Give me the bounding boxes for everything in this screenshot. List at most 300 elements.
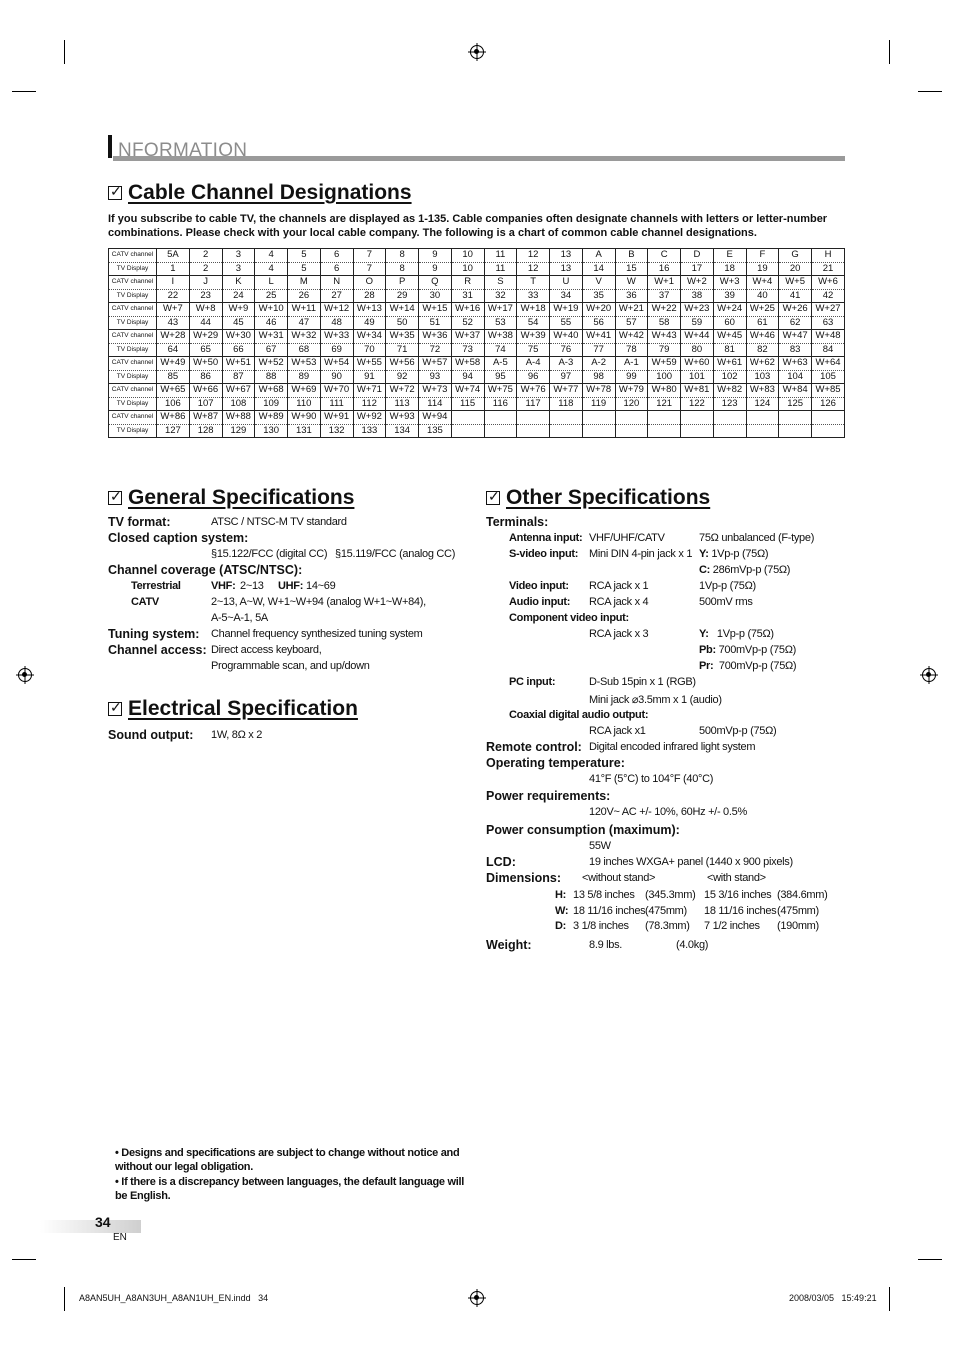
tv-display-cell: 2 xyxy=(189,262,222,276)
tv-display-cell: 130 xyxy=(255,424,288,438)
tv-display-cell: 90 xyxy=(320,370,353,384)
tv-display-cell: 108 xyxy=(222,397,255,411)
caption-label: Closed caption system: xyxy=(108,531,249,545)
tv-display-label: TV Display xyxy=(109,370,157,384)
caption-value: §15.122/FCC (digital CC) xyxy=(211,548,328,560)
catv-channel-cell: 7 xyxy=(353,249,386,263)
tv-display-cell: 92 xyxy=(386,370,419,384)
tv-display-cell: 82 xyxy=(746,343,779,357)
catv-channel-cell: W+65 xyxy=(157,384,190,398)
catv-channel-cell xyxy=(812,411,845,425)
catv-channel-cell: W+62 xyxy=(746,357,779,371)
catv-channel-cell: W+73 xyxy=(419,384,452,398)
catv-channel-row xyxy=(109,303,845,317)
tv-display-cell: 54 xyxy=(517,316,550,330)
tv-display-row xyxy=(109,397,845,411)
catv-channel-cell xyxy=(746,411,779,425)
catv-channel-cell: W+68 xyxy=(255,384,288,398)
tv-display-cell: 131 xyxy=(288,424,321,438)
tv-display-cell: 94 xyxy=(451,370,484,384)
tv-display-cell: 3 xyxy=(222,262,255,276)
tv-display-cell: 62 xyxy=(779,316,812,330)
catv-channel-cell: W+21 xyxy=(615,303,648,317)
tv-display-cell: 20 xyxy=(779,262,812,276)
component-conn: RCA jack x 3 xyxy=(589,628,649,640)
with-stand-header: <with stand> xyxy=(707,872,766,884)
video-spec: 1Vp-p (75Ω) xyxy=(699,580,756,592)
tv-display-cell: 74 xyxy=(484,343,517,357)
tv-display-cell: 135 xyxy=(419,424,452,438)
catv-channel-cell: W+60 xyxy=(681,357,714,371)
tv-display-row xyxy=(109,262,845,276)
catv-channel-cell: W+20 xyxy=(582,303,615,317)
catv-channel-cell: C xyxy=(648,249,681,263)
video-conn: RCA jack x 1 xyxy=(589,580,649,592)
tv-display-cell: 19 xyxy=(746,262,779,276)
temp-label: Operating temperature: xyxy=(486,756,625,770)
catv-channel-cell: W+10 xyxy=(255,303,288,317)
catv-channel-cell: J xyxy=(189,276,222,290)
tv-display-cell: 12 xyxy=(517,262,550,276)
catv-channel-cell: W+48 xyxy=(812,330,845,344)
tv-display-cell: 11 xyxy=(484,262,517,276)
catv-channel-cell: W+26 xyxy=(779,303,812,317)
tv-display-cell: 23 xyxy=(189,289,222,303)
catv-channel-cell: 10 xyxy=(451,249,484,263)
tv-display-cell: 113 xyxy=(386,397,419,411)
catv-channel-label: CATV channel xyxy=(109,276,157,290)
tv-display-cell: 83 xyxy=(779,343,812,357)
catv-channel-cell: W+22 xyxy=(648,303,681,317)
dim-d-mm: (78.3mm) xyxy=(645,920,690,932)
tv-display-cell: 17 xyxy=(681,262,714,276)
catv-channel-cell: W+71 xyxy=(353,384,386,398)
dim-h-in: 13 5/8 inches xyxy=(573,889,635,901)
catv-channel-cell: W+11 xyxy=(288,303,321,317)
tv-display-cell: 127 xyxy=(157,424,190,438)
cable-intro-text: If you subscribe to cable TV, the channels are displayed as 1-135. Cable companies often designate channels with letters or letter-number combinations. Please check with your local cable company. The following is a chart of common cable channel designations. xyxy=(108,213,828,239)
catv-channel-cell: W+45 xyxy=(713,330,746,344)
tv-display-cell: 72 xyxy=(419,343,452,357)
pc-conn: D-Sub 15pin x 1 (RGB) xyxy=(589,676,696,688)
catv-channel-cell: 11 xyxy=(484,249,517,263)
vhf-label: VHF: xyxy=(211,580,236,592)
catv-channel-cell: W+5 xyxy=(779,276,812,290)
catv-channel-cell: A-3 xyxy=(550,357,583,371)
other-section-title: ✓Other Specifications xyxy=(486,486,710,510)
catv-channel-cell: U xyxy=(550,276,583,290)
header-initial-bar xyxy=(108,135,112,158)
catv-channel-cell: V xyxy=(582,276,615,290)
tv-display-cell: 114 xyxy=(419,397,452,411)
tv-display-cell: 99 xyxy=(615,370,648,384)
catv-channel-cell: W+74 xyxy=(451,384,484,398)
dim-w-in-stand: 18 11/16 inches xyxy=(704,905,777,917)
catv-channel-cell xyxy=(681,411,714,425)
tv-display-cell: 86 xyxy=(189,370,222,384)
dim-w-in: 18 11/16 inches xyxy=(573,905,646,917)
dimensions-label: Dimensions: xyxy=(486,871,562,885)
tv-display-cell xyxy=(550,424,583,438)
coax-spec: 500mVp-p (75Ω) xyxy=(699,725,777,737)
tv-display-cell xyxy=(779,424,812,438)
power-value: 120V~ AC +/- 10%, 60Hz +/- 0.5% xyxy=(589,806,747,818)
catv-channel-cell: W+32 xyxy=(288,330,321,344)
tv-display-cell: 89 xyxy=(288,370,321,384)
tv-format-value: ATSC / NTSC-M TV standard xyxy=(211,516,347,528)
catv-channel-cell: W+75 xyxy=(484,384,517,398)
catv-channel-cell: W+14 xyxy=(386,303,419,317)
tv-display-cell: 9 xyxy=(419,262,452,276)
tv-display-cell: 78 xyxy=(615,343,648,357)
catv-channel-cell: 4 xyxy=(255,249,288,263)
catv-channel-cell: W+36 xyxy=(419,330,452,344)
tv-display-cell xyxy=(746,424,779,438)
uhf-value: 14~69 xyxy=(306,580,336,592)
audio-conn: RCA jack x 4 xyxy=(589,596,649,608)
catv-channel-cell: 12 xyxy=(517,249,550,263)
footer-file-info: A8AN5UH_A8AN3UH_A8AN1UH_EN.indd 34 xyxy=(79,1293,269,1303)
weight-lbs: 8.9 lbs. xyxy=(589,939,623,951)
crop-mark xyxy=(889,1287,890,1311)
access-value: Direct access keyboard, xyxy=(211,644,322,656)
catv-channel-cell: W+85 xyxy=(812,384,845,398)
catv-channel-cell: W+51 xyxy=(222,357,255,371)
tv-display-cell: 98 xyxy=(582,370,615,384)
dim-d-label: D: xyxy=(555,920,567,932)
tv-display-cell: 81 xyxy=(713,343,746,357)
catv-channel-cell: W+61 xyxy=(713,357,746,371)
crop-mark xyxy=(12,91,36,92)
tv-display-cell: 13 xyxy=(550,262,583,276)
catv-channel-cell: A-4 xyxy=(517,357,550,371)
catv-channel-cell: W+4 xyxy=(746,276,779,290)
catv-channel-cell: W+31 xyxy=(255,330,288,344)
terrestrial-label: Terrestrial xyxy=(131,580,181,592)
tv-display-cell: 53 xyxy=(484,316,517,330)
weight-kg: (4.0kg) xyxy=(676,939,709,951)
catv-channel-cell: W+39 xyxy=(517,330,550,344)
general-section-title: ✓General Specifications xyxy=(108,486,354,510)
catv-channel-cell: W+17 xyxy=(484,303,517,317)
catv-channel-cell: M xyxy=(288,276,321,290)
catv-channel-cell xyxy=(648,411,681,425)
tv-display-cell: 69 xyxy=(320,343,353,357)
tv-display-cell: 75 xyxy=(517,343,550,357)
tv-display-cell: 119 xyxy=(582,397,615,411)
catv-channel-cell: W+56 xyxy=(386,357,419,371)
checkbox-icon xyxy=(108,702,122,716)
caption-value: §15.119/FCC (analog CC) xyxy=(335,548,456,560)
catv-channel-cell: G xyxy=(779,249,812,263)
tv-display-cell: 115 xyxy=(451,397,484,411)
catv-channel-cell: 5A xyxy=(157,249,190,263)
tv-display-cell: 35 xyxy=(582,289,615,303)
catv-channel-label: CATV channel xyxy=(109,384,157,398)
catv-channel-row xyxy=(109,357,845,371)
catv-channel-cell: A-5 xyxy=(484,357,517,371)
tv-display-cell xyxy=(681,424,714,438)
catv-channel-cell: 2 xyxy=(189,249,222,263)
tv-display-cell: 120 xyxy=(615,397,648,411)
catv-channel-cell: I xyxy=(157,276,190,290)
lcd-value: 19 inches WXGA+ panel (1440 x 900 pixels) xyxy=(589,856,793,868)
tv-display-cell: 6 xyxy=(320,262,353,276)
tv-display-cell: 48 xyxy=(320,316,353,330)
tv-display-cell: 97 xyxy=(550,370,583,384)
tv-display-cell: 85 xyxy=(157,370,190,384)
catv-channel-cell xyxy=(713,411,746,425)
tv-display-row xyxy=(109,424,845,438)
coax-conn: RCA jack x1 xyxy=(589,725,646,737)
pc-conn: Mini jack ⌀3.5mm x 1 (audio) xyxy=(589,694,722,706)
catv-channel-cell: W+53 xyxy=(288,357,321,371)
dim-w-mm: (475mm) xyxy=(645,905,687,917)
catv-channel-cell: W+89 xyxy=(255,411,288,425)
tv-display-cell: 124 xyxy=(746,397,779,411)
catv-channel-cell: W+80 xyxy=(648,384,681,398)
catv-channel-cell: W+76 xyxy=(517,384,550,398)
catv-channel-cell: B xyxy=(615,249,648,263)
catv-channel-cell: T xyxy=(517,276,550,290)
electrical-section-title: ✓Electrical Specification xyxy=(108,697,358,721)
catv-channel-cell: W+1 xyxy=(648,276,681,290)
tv-display-cell: 104 xyxy=(779,370,812,384)
catv-channel-cell: W+37 xyxy=(451,330,484,344)
catv-channel-cell: A xyxy=(582,249,615,263)
catv-channel-cell: W+92 xyxy=(353,411,386,425)
tv-display-cell: 58 xyxy=(648,316,681,330)
page-number: 34 xyxy=(95,1214,111,1230)
tv-display-cell: 25 xyxy=(255,289,288,303)
catv-channel-cell: A-2 xyxy=(582,357,615,371)
catv-channel-cell: W+59 xyxy=(648,357,681,371)
audio-spec: 500mV rms xyxy=(699,596,753,608)
catv-channel-cell: L xyxy=(255,276,288,290)
component-label: Component video input: xyxy=(509,612,629,624)
catv-channel-label: CATV channel xyxy=(109,303,157,317)
crop-mark xyxy=(918,91,942,92)
catv-channel-cell: O xyxy=(353,276,386,290)
catv-channel-cell: W+81 xyxy=(681,384,714,398)
consumption-label: Power consumption (maximum): xyxy=(486,823,680,837)
catv-channel-cell: W+57 xyxy=(419,357,452,371)
consumption-value: 55W xyxy=(589,840,611,852)
tv-display-cell xyxy=(582,424,615,438)
tv-display-cell: 39 xyxy=(713,289,746,303)
catv-channel-cell: 13 xyxy=(550,249,583,263)
access-value: Programmable scan, and up/down xyxy=(211,660,370,672)
dim-h-mm: (345.3mm) xyxy=(645,889,696,901)
catv-channel-cell: W+72 xyxy=(386,384,419,398)
catv-channel-cell: 8 xyxy=(386,249,419,263)
catv-channel-cell: W+41 xyxy=(582,330,615,344)
catv-channel-cell: W+25 xyxy=(746,303,779,317)
tv-display-cell: 14 xyxy=(582,262,615,276)
tv-display-cell: 22 xyxy=(157,289,190,303)
tv-display-cell: 51 xyxy=(419,316,452,330)
crop-mark xyxy=(889,40,890,64)
catv-channel-cell: F xyxy=(746,249,779,263)
checkbox-icon xyxy=(108,186,122,200)
catv-channel-cell: W+30 xyxy=(222,330,255,344)
tv-display-cell: 96 xyxy=(517,370,550,384)
catv-channel-cell: W+77 xyxy=(550,384,583,398)
catv-channel-cell xyxy=(779,411,812,425)
pc-label: PC input: xyxy=(509,676,556,688)
tv-display-cell: 38 xyxy=(681,289,714,303)
catv-channel-cell: P xyxy=(386,276,419,290)
dim-w-mm-stand: (475mm) xyxy=(777,905,819,917)
catv-channel-cell: W+29 xyxy=(189,330,222,344)
catv-channel-cell: W+63 xyxy=(779,357,812,371)
tv-display-row xyxy=(109,316,845,330)
catv-channel-cell: W+67 xyxy=(222,384,255,398)
tv-display-cell: 7 xyxy=(353,262,386,276)
tv-display-cell: 65 xyxy=(189,343,222,357)
catv-channel-cell: W+18 xyxy=(517,303,550,317)
tv-display-cell: 68 xyxy=(288,343,321,357)
tv-display-cell: 102 xyxy=(713,370,746,384)
tv-display-cell: 111 xyxy=(320,397,353,411)
access-label: Channel access: xyxy=(108,643,207,657)
catv-channel-cell: W+50 xyxy=(189,357,222,371)
remote-label: Remote control: xyxy=(486,740,582,754)
catv-channel-row xyxy=(109,276,845,290)
tv-display-cell: 36 xyxy=(615,289,648,303)
catv-channel-cell: W+83 xyxy=(746,384,779,398)
checkbox-icon xyxy=(486,491,500,505)
tv-display-cell: 15 xyxy=(615,262,648,276)
page-heading: NFORMATION xyxy=(118,140,248,161)
catv-channel-cell: W+16 xyxy=(451,303,484,317)
dim-d-in-stand: 7 1/2 inches xyxy=(704,920,760,932)
catv-channel-cell: W+69 xyxy=(288,384,321,398)
tv-display-cell: 71 xyxy=(386,343,419,357)
tv-display-cell: 70 xyxy=(353,343,386,357)
tv-display-cell: 73 xyxy=(451,343,484,357)
catv-channel-cell: W+33 xyxy=(320,330,353,344)
tv-display-cell: 80 xyxy=(681,343,714,357)
tv-display-cell: 129 xyxy=(222,424,255,438)
channel-table xyxy=(108,248,845,438)
catv-channel-cell: W+78 xyxy=(582,384,615,398)
tv-display-cell: 66 xyxy=(222,343,255,357)
tv-display-cell xyxy=(713,424,746,438)
tv-display-cell: 117 xyxy=(517,397,550,411)
tv-display-cell: 67 xyxy=(255,343,288,357)
catv-channel-cell: 3 xyxy=(222,249,255,263)
registration-mark-icon xyxy=(470,45,484,59)
catv-channel-cell: W+64 xyxy=(812,357,845,371)
catv-channel-cell: W+12 xyxy=(320,303,353,317)
tv-display-cell: 132 xyxy=(320,424,353,438)
tv-display-cell: 61 xyxy=(746,316,779,330)
tv-display-label: TV Display xyxy=(109,316,157,330)
catv-value: A-5~A-1, 5A xyxy=(211,612,268,624)
catv-channel-cell: W+91 xyxy=(320,411,353,425)
catv-channel-cell: W+28 xyxy=(157,330,190,344)
catv-channel-cell: K xyxy=(222,276,255,290)
catv-channel-cell: W+54 xyxy=(320,357,353,371)
tuning-label: Tuning system: xyxy=(108,627,200,641)
catv-channel-cell: W+13 xyxy=(353,303,386,317)
dim-h-label: H: xyxy=(555,889,567,901)
tv-display-cell: 101 xyxy=(681,370,714,384)
tv-display-cell: 8 xyxy=(386,262,419,276)
tv-display-cell: 123 xyxy=(713,397,746,411)
tv-display-label: TV Display xyxy=(109,397,157,411)
catv-channel-label: CATV channel xyxy=(109,411,157,425)
registration-mark-icon xyxy=(18,668,32,682)
catv-channel-cell xyxy=(550,411,583,425)
catv-channel-cell: W+3 xyxy=(713,276,746,290)
catv-channel-cell: W+66 xyxy=(189,384,222,398)
dim-d-in: 3 1/8 inches xyxy=(573,920,629,932)
tv-display-cell: 60 xyxy=(713,316,746,330)
tv-display-cell: 126 xyxy=(812,397,845,411)
catv-channel-cell: W+40 xyxy=(550,330,583,344)
coax-label: Coaxial digital audio output: xyxy=(509,709,649,721)
catv-channel-cell xyxy=(517,411,550,425)
antenna-label: Antenna input: xyxy=(509,532,583,544)
tv-format-label: TV format: xyxy=(108,515,171,529)
catv-channel-cell: W+2 xyxy=(681,276,714,290)
tv-display-cell: 107 xyxy=(189,397,222,411)
component-pr: Pr: 700mVp-p (75Ω) xyxy=(699,660,797,672)
tv-display-row xyxy=(109,370,845,384)
catv-channel-cell: W+9 xyxy=(222,303,255,317)
tv-display-cell: 100 xyxy=(648,370,681,384)
crop-mark xyxy=(918,1259,942,1260)
tv-display-cell xyxy=(517,424,550,438)
tv-display-cell: 26 xyxy=(288,289,321,303)
catv-channel-cell: 5 xyxy=(288,249,321,263)
catv-channel-row xyxy=(109,411,845,425)
tv-display-cell: 47 xyxy=(288,316,321,330)
tv-display-cell: 41 xyxy=(779,289,812,303)
tv-display-cell: 31 xyxy=(451,289,484,303)
catv-channel-cell: W+49 xyxy=(157,357,190,371)
tv-display-cell: 30 xyxy=(419,289,452,303)
tv-display-cell: 121 xyxy=(648,397,681,411)
catv-channel-cell: W+6 xyxy=(812,276,845,290)
tv-display-row xyxy=(109,289,845,303)
catv-channel-cell xyxy=(451,411,484,425)
tv-display-cell: 64 xyxy=(157,343,190,357)
tv-display-cell: 55 xyxy=(550,316,583,330)
tv-display-cell xyxy=(451,424,484,438)
vhf-value: 2~13 xyxy=(240,580,264,592)
catv-channel-cell: W+58 xyxy=(451,357,484,371)
catv-channel-cell: W+84 xyxy=(779,384,812,398)
catv-channel-cell: W+79 xyxy=(615,384,648,398)
catv-channel-cell: W+52 xyxy=(255,357,288,371)
crop-mark xyxy=(12,1259,36,1260)
tv-display-label: TV Display xyxy=(109,289,157,303)
catv-channel-cell: N xyxy=(320,276,353,290)
component-y: Y: 1Vp-p (75Ω) xyxy=(699,628,774,640)
catv-channel-cell: W+19 xyxy=(550,303,583,317)
tv-display-cell: 42 xyxy=(812,289,845,303)
registration-mark-icon xyxy=(922,668,936,682)
svideo-c: C: 286mVp-p (75Ω) xyxy=(699,564,791,576)
tv-display-cell: 43 xyxy=(157,316,190,330)
tv-display-cell: 28 xyxy=(353,289,386,303)
tv-display-cell: 109 xyxy=(255,397,288,411)
crop-mark xyxy=(64,1287,65,1311)
tv-display-cell: 33 xyxy=(517,289,550,303)
